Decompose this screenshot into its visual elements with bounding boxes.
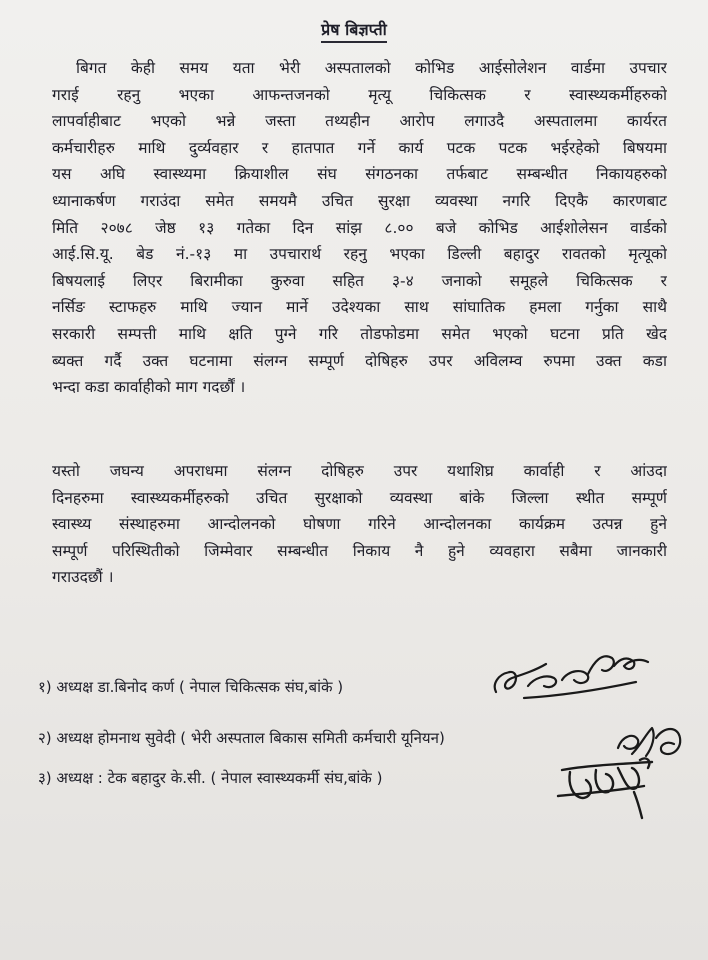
paragraph-line: भन्दा कडा कार्वाहीको माग गदर्छौं । <box>52 378 246 397</box>
signature-3 <box>548 748 668 828</box>
document-title <box>0 18 708 40</box>
paragraph-1 <box>52 55 667 401</box>
paragraph-line: लापर्वाहीबाट भएको भन्ने जस्ता तथ्यहीन आरोप लगाउदै अस्पतालमा कार्यरत <box>52 112 667 131</box>
paragraph-line: गराउदछौं । <box>52 568 114 587</box>
signatory-2: २) अध्यक्ष होमनाथ सुवेदी ( भेरी अस्पताल बिकास समिती कर्मचारी यूनियन) <box>38 729 445 747</box>
signatory-1: १) अध्यक्ष डा.बिनोद कर्ण ( नेपाल चिकित्सक संघ,बांके ) <box>38 678 344 696</box>
paragraph-line: आई.सि.यू. बेड नं.-१३ मा उपचारार्थ रहनु भएका डिल्ली बहादुर रावतको मृत्यूको <box>52 245 667 264</box>
paragraph-line: गराई रहनु भएका आफन्तजनको मृत्यू चिकित्सक र स्वास्थ्यकर्मीहरुको <box>52 85 667 104</box>
paragraph-line: यस्तो जघन्य अपराधमा संलग्न दोषिहरु उपर यथाशिघ्र कार्वाही र आंउदा <box>52 462 667 480</box>
signatory-3: ३) अध्यक्ष : टेक बहादुर के.सी. ( नेपाल स्वास्थ्यकर्मी संघ,बांके ) <box>38 769 383 787</box>
paragraph-2 <box>52 458 667 591</box>
paragraph-line: मिति २०७८ जेष्ठ १३ गतेका दिन सांझ ८.०० बजे कोभिड आईशोलेसन वार्डको <box>52 218 667 237</box>
paragraph-line: यस अघि स्वास्थ्यमा क्रियाशील संघ संगठनका तर्फबाट सम्बन्धीत निकायहरुको <box>52 165 667 184</box>
signature-1 <box>488 640 658 710</box>
paragraph-line: सम्पूर्ण परिस्थितीको जिम्मेवार सम्बन्धीत निकाय नै हुने व्यवहारा सबैमा जानकारी <box>52 541 667 560</box>
paragraph-line: कर्मचारीहरु माथि दुर्व्यवहार र हातपात गर्ने कार्य पटक पटक भईरहेको बिषयमा <box>52 138 667 157</box>
paragraph-line: दिनहरुमा स्वास्थ्यकर्मीहरुको उचित सुरक्षाको व्यवस्था बांके जिल्ला स्थीत सम्पूर्ण <box>52 488 667 507</box>
paragraph-line: ध्यानाकर्षण गराउंदा समेत समयमै उचित सुरक्षा व्यवस्था नगरि दिएकै कारणबाट <box>52 191 667 210</box>
paragraph-line: स्वास्थ्य संस्थाहरुमा आन्दोलनको घोषणा गरिने आन्दोलनका कार्यक्रम उत्पन्न हुने <box>52 515 667 534</box>
paragraph-line: बिषयलाई लिएर बिरामीका कुरुवा सहित ३-४ जनाको समूहले चिकित्सक र <box>52 271 667 290</box>
paragraph-line: ब्यक्त गर्दै उक्त घटनामा संलग्न सम्पूर्ण दोषिहरु उपर अविलम्व रुपमा उक्त कडा <box>52 351 667 370</box>
paragraph-line: सरकारी सम्पत्ती माथि क्षति पुग्ने गरि तोडफोडमा समेत भएको घटना प्रति खेद <box>52 324 667 343</box>
document-title-text: प्रेष बिज्ञप्ती <box>321 20 387 43</box>
paragraph-line: नर्सिङ स्टाफहरु माथि ज्यान मार्ने उदेश्यका साथ सांघातिक हमला गर्नुका साथै <box>52 298 667 317</box>
paragraph-line: बिगत केही समय यता भेरी अस्पतालको कोभिड आईसोलेशन वार्डमा उपचार <box>76 59 667 77</box>
